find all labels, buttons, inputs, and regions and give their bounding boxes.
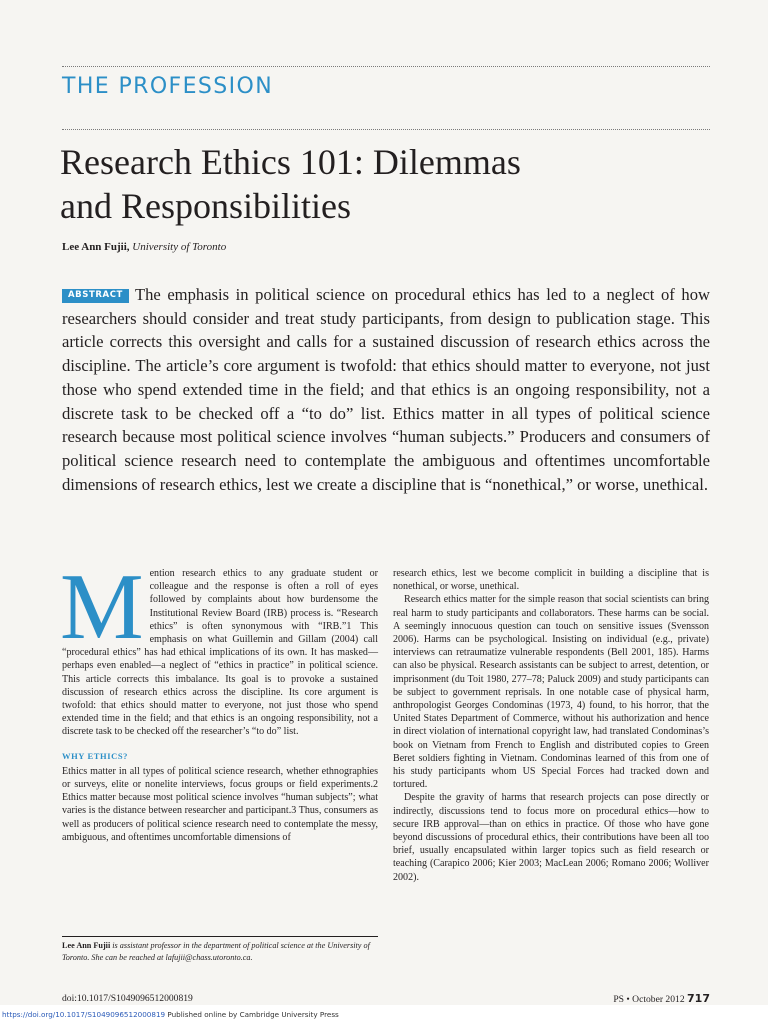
article-title [60, 140, 710, 228]
section-heading-why-ethics: WHY ETHICS? [62, 750, 129, 761]
section-label: THE PROFESSION [62, 74, 274, 99]
page-folio [613, 992, 710, 1005]
intro-paragraph [60, 555, 378, 739]
abstract-tag: ABSTRACT [62, 289, 129, 303]
author-name: Lee Ann Fujii, [62, 241, 130, 253]
access-bar [0, 1005, 768, 1024]
right-column [393, 567, 709, 884]
footnote-rule [62, 936, 378, 937]
page-number: 717 [687, 992, 710, 1005]
title-line-1: Research Ethics 101: Dilemmas [60, 142, 521, 182]
abstract [62, 283, 710, 496]
intro-text: ention research ethics to any graduate student or colleague and the response is often a roll of eyes followed by complaints about how burdensome the Institutional Review Board (IRB) process is. “Research ethics” is often synonymous with “IRB.”1 This emphasis on what Guillemin and Gillam (2004) call “procedural ethics” has had ethical implications of its own. It has masked—perhaps even enabled—a neglect of “ethics in practice” in political science. This article corrects this imbalance. Its goal is to provoke a sustained discussion of research ethics across the discipline. Its core argument is twofold: that ethics should matter to everyone, not just those who spend extended time in the field; and that ethics is an ongoing responsibility, not a discrete task to be checked off the researcher’s “to do” list. [62, 568, 378, 738]
why-ethics-paragraph: Ethics matter in all types of political science research, whether ethnographies or surveys, elite or nonelite interviews, focus groups or field experiments.2 Ethics matter because most political science involves “human subjects”; what varies is the distance between researcher and participant.3 Thus, consumers as well as producers of political science research need to contemplate the messy, ambiguous, and oftentimes uncomfortable dimensions of [62, 765, 378, 843]
footnote-author-name: Lee Ann Fujii [62, 941, 111, 950]
footnote-text: is assistant professor in the department of political science at the University of Toronto. She can be reached at lafujii@chass.utoronto.ca. [62, 941, 370, 962]
body-paragraph: Research ethics matter for the simple reason that social scientists can bring real harm to study participants and collaborators. These harms can be social. A seemingly innocuous question can touch on sensitive issues (Svensson 2006). Harms can be psychological. Insisting on individual (e.g., private) interviews can retraumatize vulnerable respondents (Bell 2001, 185). Harms can also be physical. Research assistants can be subject to arrest, detention, or imprisonment (du Toit 1980, 277–78; Paluck 2009) and study participants can be subject to government reprisals. In one notable case of physical harm, anthropologist Georges Condominas (1973, 4) found, to his horror, that the United States Department of Commerce, without his authorization and hence in direct violation of international copyright law, had translated Condominas’s book on Vietnam from French to English and distributed copies to Green Beret soldiers fighting in Vietnam. Condominas learned of this from one of his study participants whom US Special Forces had tracked down and tortured. [393, 594, 709, 791]
doi-link[interactable]: https://doi.org/10.1017/S1049096512000819 [2, 1010, 166, 1019]
body-paragraph: research ethics, lest we become complicit in building a discipline that is nonethical, or worse, unethical. [393, 568, 709, 593]
author-affiliation: University of Toronto [132, 241, 227, 253]
author-footnote [62, 940, 378, 963]
byline [62, 241, 226, 253]
access-bar-text: Published online by Cambridge University Press [165, 1010, 339, 1019]
section-dotted-rule [62, 129, 710, 130]
title-line-2: and Responsibilities [60, 186, 351, 226]
drop-cap: M [60, 555, 144, 659]
left-column [60, 555, 378, 844]
journal-issue: PS • October 2012 [613, 994, 685, 1005]
body-paragraph: Despite the gravity of harms that research projects can pose directly or indirectly, discussions tend to focus more on procedural ethics—how to secure IRB approval—than on ethics in practice. Of those who have gone beyond discussions of procedural ethics, their contributions have been all too brief, usually encapsulated within larger topics such as field research or teaching (Carapico 2006; Kier 2003; MacLean 2006; Romano 2006; Wolliver 2002). [393, 792, 709, 883]
abstract-text: The emphasis in political science on procedural ethics has led to a neglect of how researchers should consider and treat study participants, from design to publication stage. This article corrects this oversight and calls for a sustained discussion of research ethics across the discipline. The article’s core argument is twofold: that ethics should matter to everyone, not just those who spend extended time in the field; and that ethics is an ongoing responsibility, not a discrete task to be checked off a “to do” list. Ethics matter in all types of political science research because most political science involves “human subjects.” Producers and consumers of political science research need to contemplate the ambiguous and oftentimes uncomfortable dimensions of research ethics, lest we create a discipline that is “nonethical,” or worse, unethical. [62, 285, 710, 494]
top-dotted-rule [62, 66, 710, 67]
doi-line: doi:10.1017/S1049096512000819 [62, 993, 193, 1004]
